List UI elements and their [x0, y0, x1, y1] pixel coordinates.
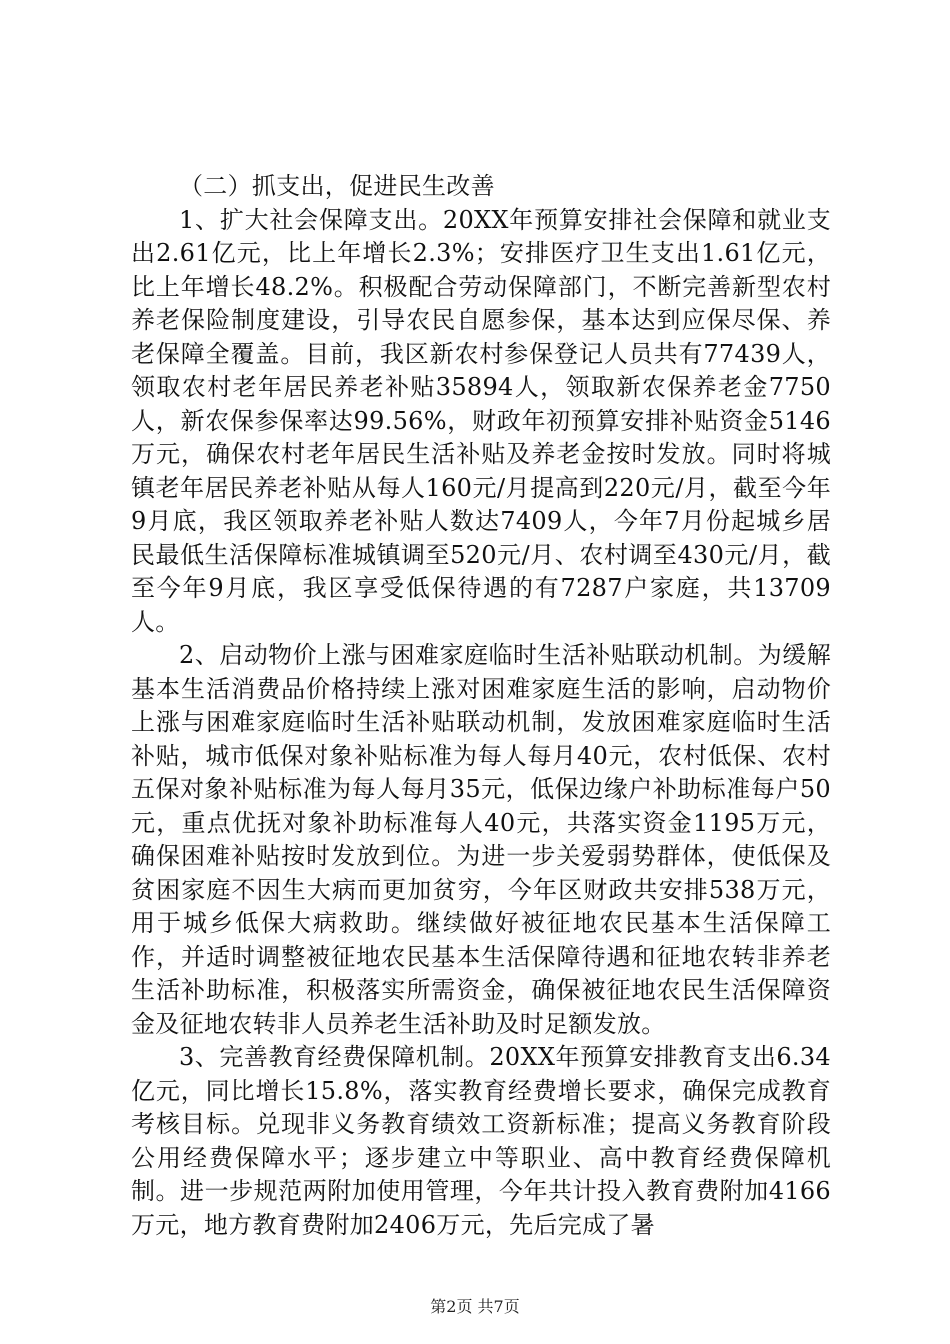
paragraph-education-funding: 3、完善教育经费保障机制。20XX年预算安排教育支出6.34亿元，同比增长15.8%，落实教育经费增长要求，确保完成教育考核目标。兑现非义务教育绩效工资新标准；提高义务教育阶段公用经费保障水平；逐步建立中等职业、高中教育经费保障机制。进一步规范两附加使用管理，今年共计投入教育费附加4166万元，地方教育费附加2406万元，先后完成了暑 [131, 1043, 831, 1239]
section-heading: （二）抓支出，促进民生改善 [179, 172, 495, 200]
page-footer [0, 1297, 950, 1317]
page-number: 第2页 共7页 [430, 1297, 520, 1316]
paragraph-price-subsidy: 2、启动物价上涨与困难家庭临时生活补贴联动机制。为缓解基本生活消费品价格持续上涨对困难家庭生活的影响，启动物价上涨与困难家庭临时生活补贴联动机制，发放困难家庭临时生活补贴，城市低保对象补贴标准为每人每月40元，农村低保、农村五保对象补贴标准为每人每月35元，低保边缘户补助标准每户50元，重点优抚对象补助标准每人40元，共落实资金1195万元，确保困难补贴按时发放到位。为进一步关爱弱势群体，使低保及贫困家庭不因生大病而更加贫穷，今年区财政共安排538万元，用于城乡低保大病救助。继续做好被征地农民基本生活保障工作，并适时调整被征地农民基本生活保障待遇和征地农转非养老生活补助标准，积极落实所需资金，确保被征地农民生活保障资金及征地农转非人员养老生活补助及时足额发放。 [131, 641, 831, 1038]
paragraph-social-security: 1、扩大社会保障支出。20XX年预算安排社会保障和就业支出2.61亿元，比上年增长2.3%；安排医疗卫生支出1.61亿元，比上年增长48.2%。积极配合劳动保障部门，不断完善新型农村养老保险制度建设，引导农民自愿参保，基本达到应保尽保、养老保障全覆盖。目前，我区新农村参保登记人员共有77439人，领取农村老年居民养老补贴35894人，领取新农保养老金7750人，新农保参保率达99.56%，财政年初预算安排补贴资金5146万元，确保农村老年居民生活补贴及养老金按时发放。同时将城镇老年居民养老补贴从每人160元/月提高到220元/月，截至今年9月底，我区领取养老补贴人数达7409人，今年7月份起城乡居民最低生活保障标准城镇调至520元/月、农村调至430元/月，截至今年9月底，我区享受低保待遇的有7287户家庭，共13709人。 [131, 205, 831, 636]
document-body [131, 170, 831, 1242]
